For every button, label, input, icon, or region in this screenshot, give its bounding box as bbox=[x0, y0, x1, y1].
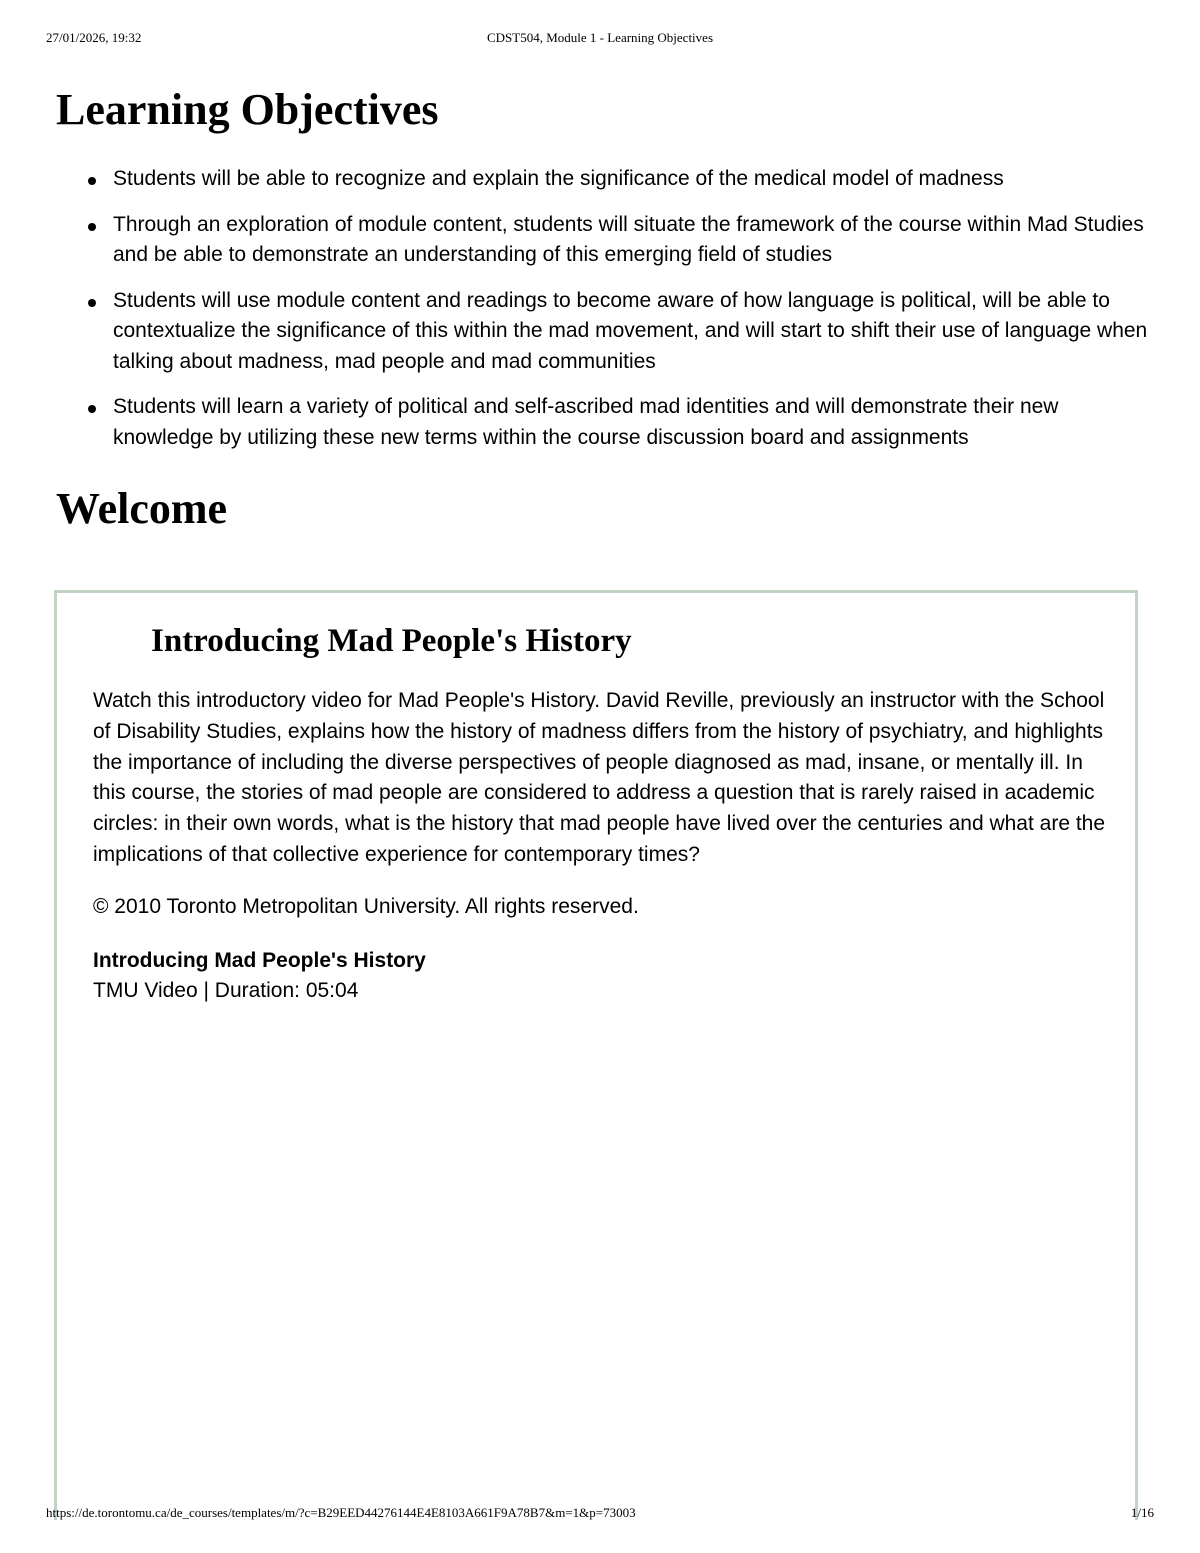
objective-item bbox=[56, 286, 1156, 378]
bullet-icon bbox=[88, 177, 96, 185]
copyright-notice: © 2010 Toronto Metropolitan University. All rights reserved. bbox=[93, 894, 639, 918]
video-meta: TMU Video | Duration: 05:04 bbox=[93, 979, 359, 1003]
print-doc-title: CDST504, Module 1 - Learning Objectives bbox=[486, 30, 713, 45]
welcome-heading: Welcome bbox=[56, 484, 228, 533]
video-card bbox=[54, 590, 1138, 1520]
objective-text: Students will be able to recognize and explain the significance of the medical model of madness bbox=[113, 167, 1004, 190]
page-indicator: 1/16 bbox=[1130, 1505, 1154, 1520]
page-url: https://de.torontomu.ca/de_courses/templates/m/?c=B29EED44276144E4E8103A661F9A78B7&m=1&p=73003 bbox=[46, 1505, 636, 1520]
video-card-body bbox=[93, 686, 1108, 1007]
video-card-title: Introducing Mad People's History bbox=[151, 623, 632, 659]
bullet-icon bbox=[88, 299, 96, 307]
objective-text: Students will learn a variety of political and self-ascribed mad identities and will demonstrate their new knowledge by utilizing these new terms within the course discussion board and assignments bbox=[113, 395, 1059, 449]
objective-item bbox=[56, 392, 1156, 453]
video-player-area[interactable] bbox=[93, 1053, 1103, 1513]
print-footer bbox=[46, 1505, 1154, 1523]
objective-item bbox=[56, 210, 1156, 271]
print-datetime: 27/01/2026, 19:32 bbox=[46, 30, 142, 45]
learning-objectives-heading: Learning Objectives bbox=[56, 85, 439, 134]
objectives-list bbox=[56, 164, 1156, 453]
objective-text: Students will use module content and readings to become aware of how language is political, will be able to contextualize the significance of this within the mad movement, and will start to shift their use of language when talking about madness, mad people and mad communities bbox=[113, 288, 1148, 373]
main-content bbox=[56, 84, 1156, 535]
print-header bbox=[46, 30, 1154, 48]
bullet-icon bbox=[88, 405, 96, 413]
video-title: Introducing Mad People's History bbox=[93, 948, 426, 972]
objectives-list-wrapper bbox=[56, 164, 1156, 453]
bullet-icon bbox=[88, 223, 96, 231]
objective-item bbox=[56, 164, 1156, 195]
objective-text: Through an exploration of module content, students will situate the framework of the course within Mad Studies and be able to demonstrate an understanding of this emerging field of studies bbox=[113, 212, 1144, 266]
video-description: Watch this introductory video for Mad People's History. David Reville, previously an instructor with the School of Disability Studies, explains how the history of madness differs from the history of psychiatry, and highlights the importance of including the diverse perspectives of people diagnosed as mad, insane, or mentally ill. In this course, the stories of mad people are considered to address a question that is rarely raised in academic circles: in their own words, what is the history that mad people have lived over the centuries and what are the implications of that collective experience for contemporary times? bbox=[93, 689, 1106, 866]
